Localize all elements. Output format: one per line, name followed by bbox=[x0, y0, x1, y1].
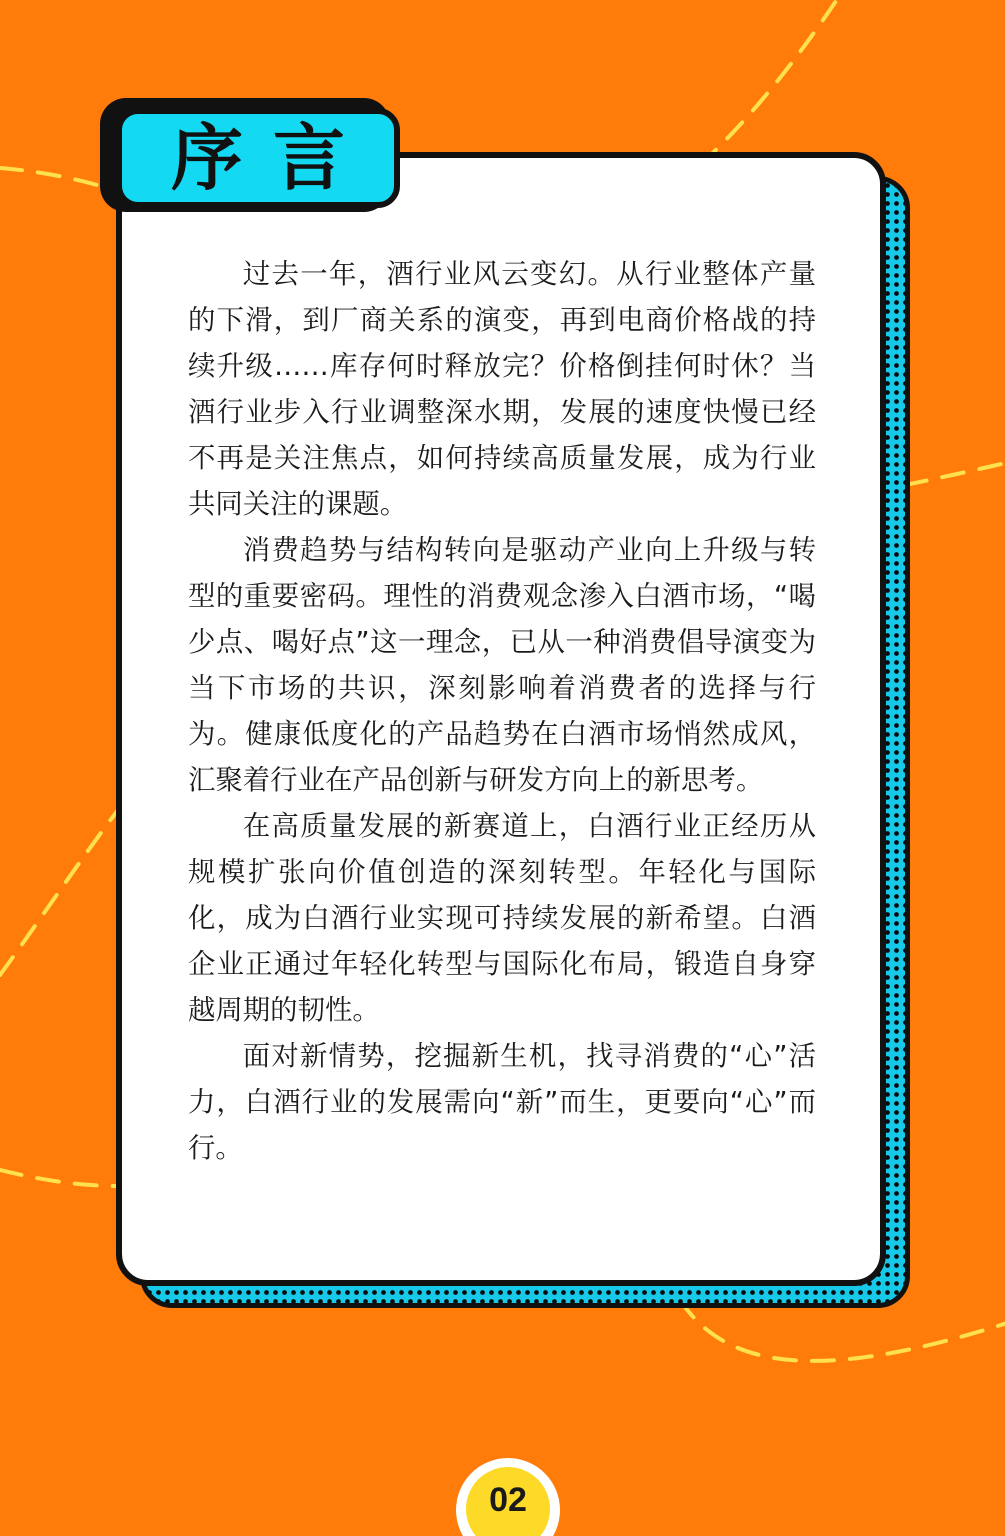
paragraph-2: 消费趋势与结构转向是驱动产业向上升级与转型的重要密码。理性的消费观念渗入白酒市场，“喝少点、喝好点”这一理念，已从一种消费倡导演变为当下市场的共识，深刻影响着消费者的选择与行为。健康低度化的产品趋势在白酒市场悄然成风，汇聚着行业在产品创新与研发方向上的新思考。 bbox=[188, 535, 816, 796]
title-tab bbox=[116, 108, 400, 208]
page-number: 02 bbox=[489, 1481, 527, 1519]
page-title: 序言 bbox=[170, 115, 375, 200]
dashed-curve-top-right bbox=[700, 0, 840, 165]
dashed-curve-bottom-right bbox=[680, 1300, 1005, 1361]
page-number-circle bbox=[466, 1467, 550, 1536]
dashed-curve-left-middle bbox=[0, 810, 118, 975]
paragraph-3: 在高质量发展的新赛道上，白酒行业正经历从规模扩张向价值创造的深刻转型。年轻化与国际化，成为白酒行业实现可持续发展的新希望。白酒企业正通过年轻化转型与国际化布局，锻造自身穿越周期的韧性。 bbox=[188, 811, 816, 1026]
preface-body bbox=[188, 252, 816, 1172]
paragraph-4: 面对新情势，挖掘新生机，找寻消费的“心”活力，白酒行业的发展需向“新”而生，更要向“心”而行。 bbox=[188, 1041, 816, 1164]
dashed-curve-left-bottom bbox=[0, 1170, 118, 1186]
dashed-curve-right-middle bbox=[905, 462, 1005, 485]
paragraph-1: 过去一年，酒行业风云变幻。从行业整体产量的下滑，到厂商关系的演变，再到电商价格战的持续升级……库存何时释放完？价格倒挂何时休？当酒行业步入行业调整深水期，发展的速度快慢已经不再是关注焦点，如何持续高质量发展，成为行业共同关注的课题。 bbox=[188, 259, 816, 520]
